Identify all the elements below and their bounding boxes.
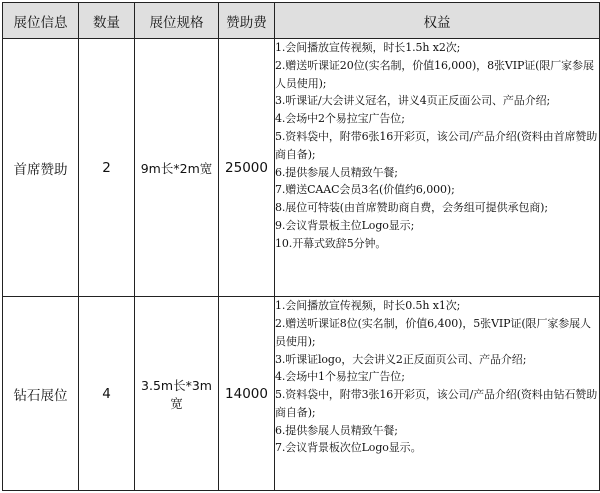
header-sponsor-fee: 赞助费 [219, 3, 275, 39]
benefit-item: 2.赠送听课证20位(实名制，价值16,000)，8张VIP证(限厂家参展人员使用); [275, 58, 594, 90]
booth-spec: 3.5m长*3m宽 [135, 297, 219, 491]
benefit-item: 5.资料袋中，附带3张16开彩页，该公司/产品介绍(资料由钻石赞助商自备); [275, 388, 598, 419]
header-benefits: 权益 [275, 3, 600, 39]
benefit-item: 1.会间播放宣传视频，时长0.5h x1次; [275, 299, 461, 313]
benefit-item: 3.听课证logo，大会讲义2正反面页公司、产品介绍; [275, 352, 527, 366]
benefit-item: 2.赠送听课证8位(实名制，价值6,400)，5张VIP证(限厂家参展人员使用); [275, 316, 591, 348]
sponsorship-table [2, 2, 600, 491]
benefit-item: 4.会场中2个易拉宝广告位; [275, 112, 405, 126]
benefit-item: 5.资料袋中，附带6张16开彩页，该公司/产品介绍(资料由首席赞助商自备); [275, 129, 598, 161]
benefit-item: 9.会议背景板主位Logo显示; [275, 218, 415, 232]
header-booth-info: 展位信息 [3, 3, 79, 39]
benefit-item: 6.提供参展人员精致午餐; [275, 165, 398, 179]
booth-quantity: 4 [79, 297, 135, 491]
benefit-item: 10.开幕式致辞5分钟。 [275, 236, 387, 250]
header-quantity: 数量 [79, 3, 135, 39]
benefit-item: 8.展位可特装(由首席赞助商自费，会务组可提供承包商); [275, 201, 548, 215]
benefits-list [275, 297, 600, 491]
booth-name: 钻石展位 [3, 297, 79, 491]
benefits-list [275, 39, 600, 297]
booth-fee: 14000 [219, 297, 275, 491]
benefit-item: 6.提供参展人员精致午餐; [275, 423, 398, 437]
header-row [3, 3, 600, 39]
booth-name: 首席赞助 [3, 39, 79, 297]
benefit-item: 4.会场中1个易拉宝广告位; [275, 370, 405, 384]
header-booth-spec: 展位规格 [135, 3, 219, 39]
benefit-item: 3.听课证/大会讲义冠名，讲义4页正反面公司、产品介绍; [275, 94, 551, 108]
benefit-item: 1.会间播放宣传视频，时长1.5h x2次; [275, 41, 461, 54]
benefit-item: 7.赠送CAAC会员3名(价值约6,000); [275, 183, 455, 197]
booth-fee: 25000 [219, 39, 275, 297]
booth-spec: 9m长*2m宽 [135, 39, 219, 297]
table-row [3, 39, 600, 297]
booth-quantity: 2 [79, 39, 135, 297]
table-row [3, 297, 600, 491]
benefit-item: 7.会议背景板次位Logo显示。 [275, 441, 422, 455]
